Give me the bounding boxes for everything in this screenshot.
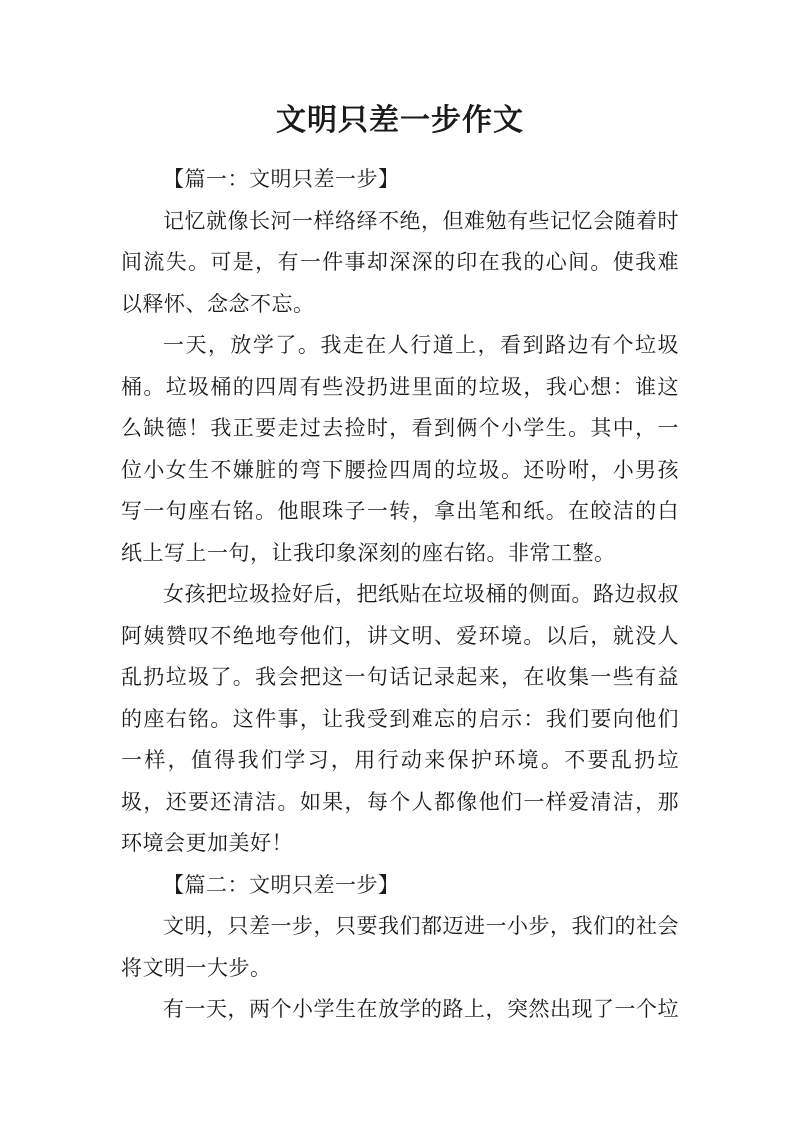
- paragraph: 女孩把垃圾捡好后，把纸贴在垃圾桶的侧面。路边叔叔阿姨赞叹不绝地夸他们，讲文明、爱环境。以后，就没人乱扔垃圾了。我会把这一句话记录起来，在收集一些有益的座右铭。这件事，让我受到难忘的启示：我们要向他们一样，值得我们学习，用行动来保护环境。不要乱扔垃圾，还要还清洁。如果，每个人都像他们一样爱清洁，那环境会更加美好！: [121, 582, 679, 855]
- document-title: 文明只差一步作文: [276, 103, 524, 138]
- paragraph: 文明，只差一步，只要我们都迈进一小步，我们的社会将文明一大步。: [121, 914, 679, 980]
- section-heading: 【篇二：文明只差一步】: [163, 872, 400, 897]
- paragraph: 记忆就像长河一样络绎不绝，但难勉有些记忆会随着时间流失。可是，有一件事却深深的印在我的心间。使我难以释怀、念念不忘。: [121, 208, 679, 316]
- document-body: [121, 159, 679, 1031]
- paragraph: 一天，放学了。我走在人行道上，看到路边有个垃圾桶。垃圾桶的四周有些没扔进里面的垃圾，我心想：谁这么缺德！我正要走过去捡时，看到俩个小学生。其中，一位小女生不嫌脏的弯下腰捡四周的垃圾。还吩咐，小男孩写一句座右铭。他眼珠子一转，拿出笔和纸。在皎洁的白纸上写上一句，让我印象深刻的座右铭。非常工整。: [121, 333, 679, 565]
- section-heading: 【篇一：文明只差一步】: [163, 167, 400, 191]
- paragraph: 有一天，两个小学生在放学的路上，突然出现了一个垃: [163, 997, 679, 1021]
